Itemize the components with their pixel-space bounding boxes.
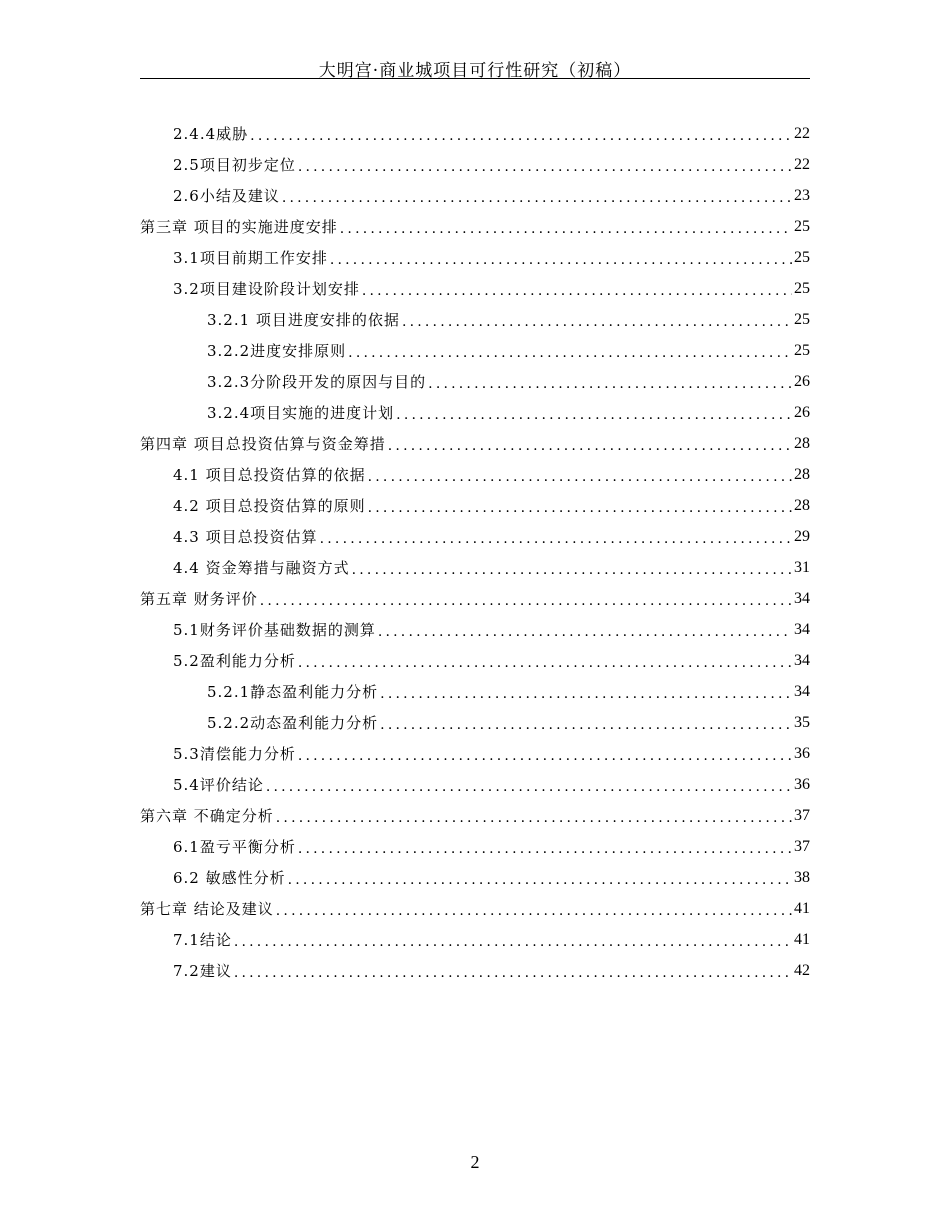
toc-entry-label: 7.1结论 (173, 931, 232, 949)
toc-entry[interactable] (140, 335, 810, 366)
toc-entry-label: 5.2盈利能力分析 (173, 652, 296, 670)
toc-entry-page: 28 (794, 465, 810, 483)
toc-entry[interactable] (140, 769, 810, 800)
toc-entry-page: 23 (794, 186, 810, 204)
toc-entry[interactable] (140, 490, 810, 521)
toc-entry-label: 3.1项目前期工作安排 (173, 249, 328, 267)
page-header-title: 大明宫·商业城项目可行性研究（初稿） (318, 61, 632, 81)
toc-entry[interactable] (140, 614, 810, 645)
toc-entry[interactable] (140, 831, 810, 862)
toc-dot-leader (266, 780, 792, 794)
toc-entry-page: 25 (794, 248, 810, 266)
toc-dot-leader (260, 594, 792, 608)
toc-dot-leader (352, 563, 792, 577)
toc-dot-leader (380, 718, 792, 732)
toc-entry-label: 4.4 资金筹措与融资方式 (173, 559, 350, 577)
toc-dot-leader (348, 346, 792, 360)
toc-dot-leader (298, 842, 792, 856)
toc-entry-page: 41 (794, 899, 810, 917)
toc-entry-page: 26 (794, 403, 810, 421)
toc-dot-leader (298, 160, 792, 174)
toc-entry-label: 第五章 财务评价 (140, 590, 258, 608)
toc-entry-page: 36 (794, 775, 810, 793)
toc-entry[interactable] (140, 738, 810, 769)
toc-dot-leader (250, 129, 792, 143)
toc-entry[interactable] (140, 583, 810, 614)
toc-dot-leader (396, 408, 792, 422)
toc-dot-leader (378, 625, 792, 639)
toc-dot-leader (234, 966, 792, 980)
toc-entry-label: 5.4评价结论 (173, 776, 264, 794)
toc-entry[interactable] (140, 459, 810, 490)
toc-entry-label: 3.2项目建设阶段计划安排 (173, 280, 360, 298)
toc-entry-label: 5.2.1静态盈利能力分析 (207, 683, 379, 701)
toc-entry-page: 37 (794, 837, 810, 855)
toc-entry-label: 第三章 项目的实施进度安排 (140, 218, 338, 236)
toc-entry[interactable] (140, 924, 810, 955)
toc-dot-leader (368, 470, 792, 484)
toc-entry-page: 34 (794, 589, 810, 607)
toc-entry-label: 4.1 项目总投资估算的依据 (173, 466, 366, 484)
toc-entry-label: 5.3清偿能力分析 (173, 745, 296, 763)
toc-entry-label: 2.6小结及建议 (173, 187, 280, 205)
toc-entry[interactable] (140, 521, 810, 552)
toc-dot-leader (320, 532, 792, 546)
toc-entry-page: 22 (794, 124, 810, 142)
toc-entry-label: 7.2建议 (173, 962, 232, 980)
toc-entry-page: 35 (794, 713, 810, 731)
toc-entry[interactable] (140, 149, 810, 180)
toc-entry-label: 6.1盈亏平衡分析 (173, 838, 296, 856)
toc-entry-page: 25 (794, 310, 810, 328)
toc-entry-page: 34 (794, 682, 810, 700)
toc-entry[interactable] (140, 273, 810, 304)
toc-entry[interactable] (140, 397, 810, 428)
toc-dot-leader (330, 253, 792, 267)
toc-entry-page: 34 (794, 651, 810, 669)
toc-entry-label: 3.2.4项目实施的进度计划 (207, 404, 395, 422)
toc-entry[interactable] (140, 552, 810, 583)
toc-entry-label: 5.2.2动态盈利能力分析 (207, 714, 379, 732)
toc-entry-label: 4.2 项目总投资估算的原则 (173, 497, 366, 515)
toc-entry[interactable] (140, 366, 810, 397)
toc-entry-page: 25 (794, 279, 810, 297)
toc-dot-leader (368, 501, 792, 515)
toc-entry-page: 36 (794, 744, 810, 762)
toc-entry[interactable] (140, 428, 810, 459)
header-divider (140, 78, 810, 79)
page-number: 2 (470, 1152, 480, 1172)
toc-dot-leader (276, 904, 792, 918)
toc-entry-label: 4.3 项目总投资估算 (173, 528, 318, 546)
toc-entry[interactable] (140, 676, 810, 707)
toc-entry-page: 26 (794, 372, 810, 390)
toc-dot-leader (402, 315, 792, 329)
toc-entry-page: 29 (794, 527, 810, 545)
toc-entry-label: 3.2.1 项目进度安排的依据 (207, 311, 400, 329)
toc-entry-label: 3.2.3分阶段开发的原因与目的 (207, 373, 427, 391)
toc-dot-leader (428, 377, 792, 391)
toc-entry-page: 25 (794, 217, 810, 235)
toc-dot-leader (298, 749, 792, 763)
toc-entry-label: 第四章 项目总投资估算与资金筹措 (140, 435, 386, 453)
toc-entry[interactable] (140, 707, 810, 738)
toc-entry[interactable] (140, 645, 810, 676)
toc-entry[interactable] (140, 118, 810, 149)
toc-entry-page: 34 (794, 620, 810, 638)
toc-dot-leader (234, 935, 792, 949)
toc-entry-label: 2.5项目初步定位 (173, 156, 296, 174)
toc-entry[interactable] (140, 211, 810, 242)
toc-entry[interactable] (140, 800, 810, 831)
toc-entry[interactable] (140, 242, 810, 273)
toc-entry-page: 42 (794, 961, 810, 979)
toc-entry-label: 2.4.4威胁 (173, 125, 249, 143)
toc-entry-label: 第七章 结论及建议 (140, 900, 274, 918)
toc-entry[interactable] (140, 304, 810, 335)
toc-entry[interactable] (140, 180, 810, 211)
toc-entry-label: 6.2 敏感性分析 (173, 869, 286, 887)
toc-entry-page: 25 (794, 341, 810, 359)
toc-entry-page: 22 (794, 155, 810, 173)
toc-entry[interactable] (140, 862, 810, 893)
toc-dot-leader (276, 811, 792, 825)
toc-dot-leader (388, 439, 792, 453)
toc-dot-leader (362, 284, 792, 298)
toc-entry-label: 3.2.2进度安排原则 (207, 342, 347, 360)
toc-entry-page: 31 (794, 558, 810, 576)
toc-dot-leader (282, 191, 792, 205)
table-of-contents (140, 118, 810, 986)
toc-dot-leader (380, 687, 792, 701)
toc-entry-page: 41 (794, 930, 810, 948)
toc-entry-page: 28 (794, 434, 810, 452)
toc-dot-leader (288, 873, 792, 887)
toc-entry-label: 5.1财务评价基础数据的测算 (173, 621, 376, 639)
toc-entry[interactable] (140, 955, 810, 986)
toc-dot-leader (298, 656, 792, 670)
toc-entry[interactable] (140, 893, 810, 924)
toc-dot-leader (340, 222, 792, 236)
toc-entry-label: 第六章 不确定分析 (140, 807, 274, 825)
toc-entry-page: 37 (794, 806, 810, 824)
toc-entry-page: 38 (794, 868, 810, 886)
toc-entry-page: 28 (794, 496, 810, 514)
